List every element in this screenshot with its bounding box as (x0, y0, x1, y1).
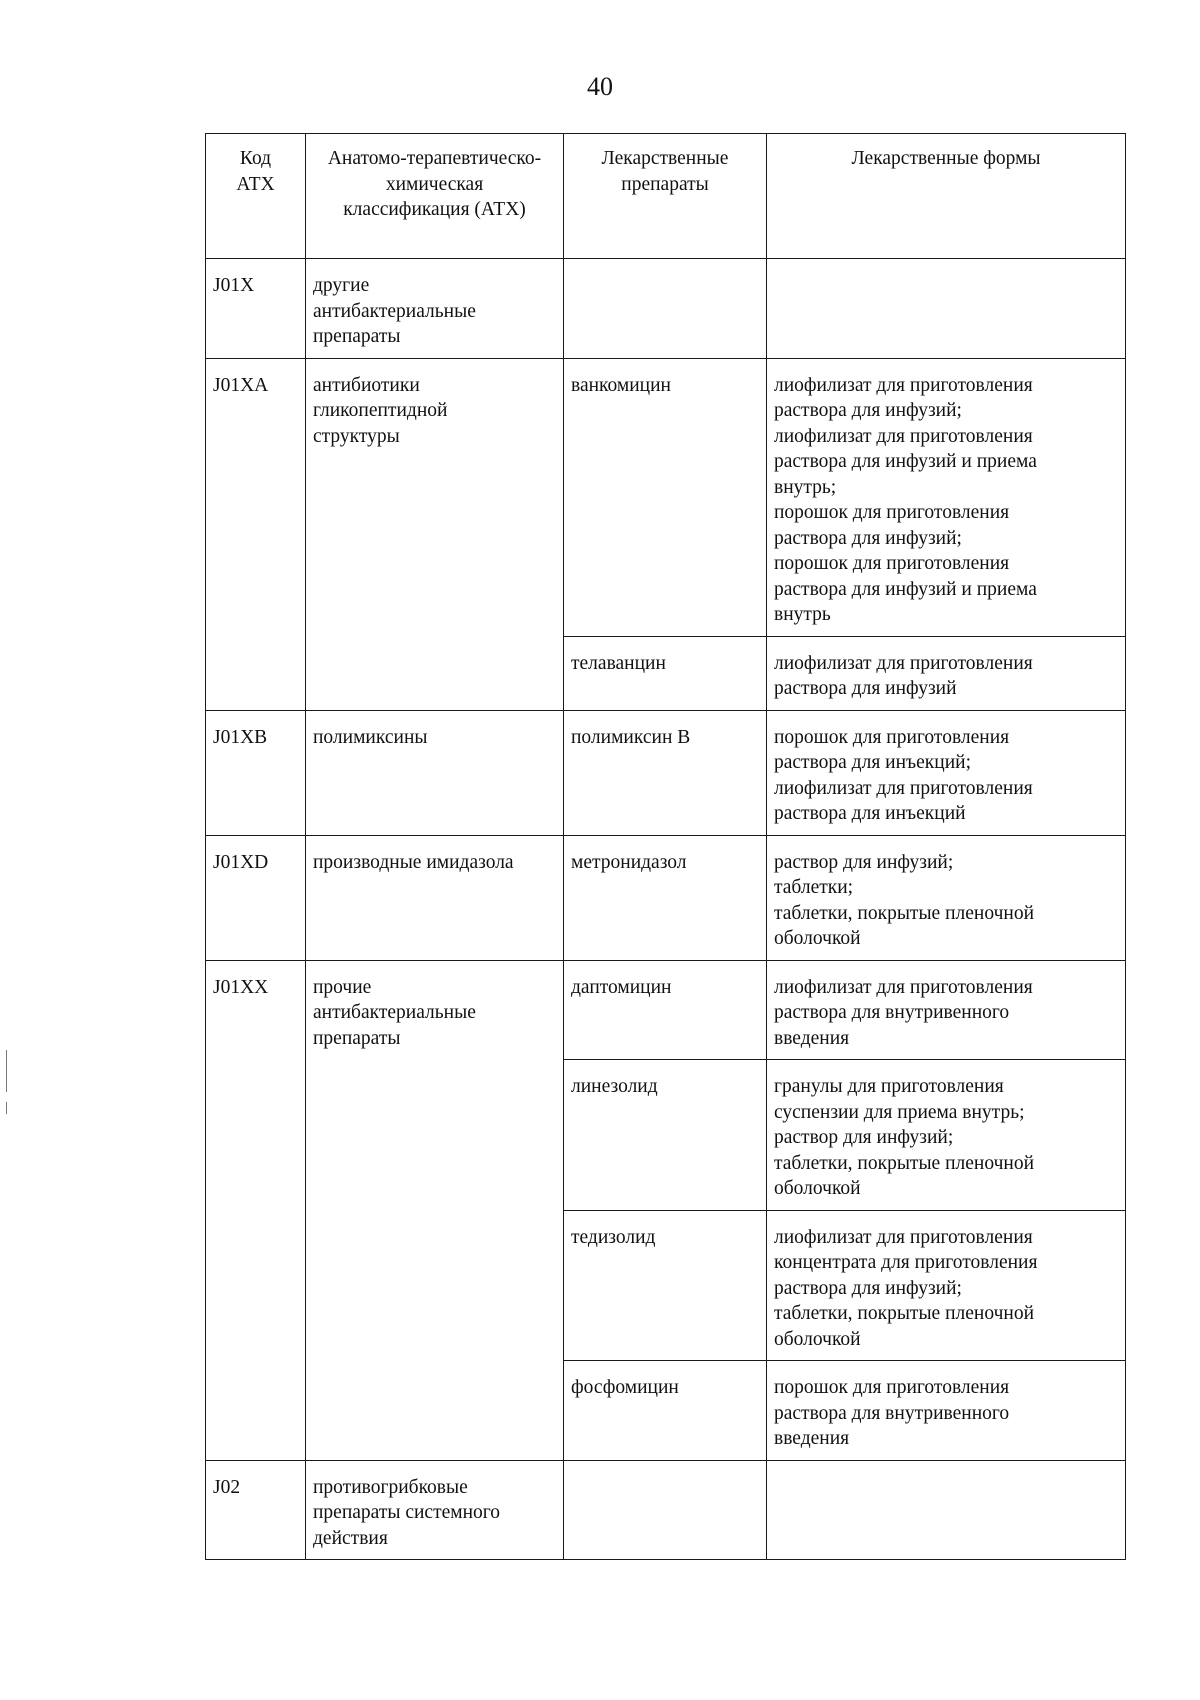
atx-code-cell: J01XX (206, 960, 306, 1460)
form-line: раствора для внутривенного (774, 1402, 1010, 1424)
drug-cell (564, 1460, 767, 1560)
header-classification: Анатомо-терапевтическо-химическая классификация (АТХ) (306, 134, 564, 259)
table-row (206, 1460, 1126, 1560)
forms-cell (767, 1460, 1126, 1560)
form-line: оболочкой (774, 928, 861, 949)
form-line: раствора для внутривенного (774, 1002, 1010, 1023)
forms-cell (767, 960, 1126, 1060)
atx-classification-cell (306, 1460, 564, 1560)
classification-line: противогрибковые (313, 1476, 468, 1498)
form-line: порошок для приготовления (774, 502, 1010, 523)
drug-cell: телаванцин (564, 636, 767, 710)
forms-cell (767, 710, 1126, 835)
form-line: гранулы для приготовления (774, 1076, 1004, 1097)
atx-classification-cell (306, 358, 564, 710)
form-line: раствора для инфузий; (774, 1277, 962, 1299)
drug-cell (564, 259, 767, 359)
table-header-row (206, 134, 1126, 259)
classification-line: действия (313, 1527, 388, 1549)
atx-code-cell: J01XA (206, 358, 306, 710)
form-line: раствора для инъекций (774, 803, 966, 824)
form-line: раствора для инфузий и приема (774, 578, 1037, 600)
drug-cell: метронидазол (564, 835, 767, 960)
atx-table (205, 133, 1126, 1560)
classification-line: полимиксины (313, 726, 428, 748)
header-forms: Лекарственные формы (767, 134, 1126, 259)
drug-cell: линезолид (564, 1060, 767, 1211)
form-line: таблетки, покрытые пленочной (774, 1152, 1035, 1174)
form-line: порошок для приготовления (774, 553, 1010, 574)
classification-line: препараты (313, 1027, 401, 1049)
form-line: порошок для приготовления (774, 726, 1010, 748)
form-line: оболочкой (774, 1178, 861, 1199)
form-line: таблетки, покрытые пленочной (774, 1303, 1035, 1324)
form-line: лиофилизат для приготовления (774, 425, 1033, 447)
classification-line: антибактериальные (313, 1002, 476, 1023)
atx-code-cell: J02 (206, 1460, 306, 1560)
classification-line: производные имидазола (313, 851, 514, 873)
classification-line: прочие (313, 976, 372, 998)
drug-cell: тедизолид (564, 1210, 767, 1361)
form-line: таблетки; (774, 877, 854, 898)
drug-cell: фосфомицин (564, 1361, 767, 1461)
forms-cell (767, 1060, 1126, 1211)
classification-line: препараты (313, 326, 401, 347)
header-code: Код АТХ (206, 134, 306, 259)
form-line: раствора для инфузий; (774, 400, 962, 421)
atx-code-cell: J01XB (206, 710, 306, 835)
form-line: раствор для инфузий; (774, 851, 954, 873)
table-body (206, 259, 1126, 1560)
forms-cell (767, 358, 1126, 636)
form-line: лиофилизат для приготовления (774, 777, 1033, 799)
form-line: введения (774, 1428, 850, 1449)
classification-line: антибиотики (313, 374, 420, 396)
form-line: суспензии для приема внутрь; (774, 1101, 1025, 1123)
form-line: лиофилизат для приготовления (774, 976, 1033, 998)
form-line: таблетки, покрытые пленочной (774, 902, 1035, 924)
form-line: порошок для приготовления (774, 1377, 1010, 1398)
atx-classification-cell (306, 835, 564, 960)
form-line: раствора для инъекций; (774, 752, 971, 773)
form-line: раствор для инфузий; (774, 1127, 954, 1148)
drug-cell: ванкомицин (564, 358, 767, 636)
form-line: раствора для инфузий (774, 678, 957, 699)
form-line: раствора для инфузий; (774, 527, 962, 549)
form-line: введения (774, 1027, 850, 1049)
form-line: оболочкой (774, 1328, 861, 1350)
table-row (206, 259, 1126, 359)
page-number: 40 (587, 72, 613, 101)
classification-line: гликопептидной (313, 400, 448, 421)
table-row (206, 358, 1126, 636)
scan-mark (6, 1102, 7, 1114)
form-line: внутрь; (774, 476, 837, 498)
table-row (206, 710, 1126, 835)
classification-line: препараты системного (313, 1502, 501, 1523)
classification-line: другие (313, 275, 370, 296)
atx-code-cell: J01XD (206, 835, 306, 960)
form-line: лиофилизат для приготовления (774, 652, 1033, 674)
atx-code-cell: J01X (206, 259, 306, 359)
forms-cell (767, 259, 1126, 359)
forms-cell (767, 1361, 1126, 1461)
form-line: лиофилизат для приготовления (774, 1226, 1033, 1248)
table-row (206, 960, 1126, 1060)
form-line: раствора для инфузий и приема (774, 451, 1037, 472)
atx-classification-cell (306, 960, 564, 1460)
forms-cell (767, 636, 1126, 710)
classification-line: структуры (313, 425, 400, 447)
classification-line: антибактериальные (313, 300, 476, 322)
forms-cell (767, 835, 1126, 960)
atx-classification-cell (306, 710, 564, 835)
form-line: лиофилизат для приготовления (774, 374, 1033, 396)
table-row (206, 835, 1126, 960)
form-line: внутрь (774, 604, 831, 625)
drug-cell: даптомицин (564, 960, 767, 1060)
form-line: концентрата для приготовления (774, 1252, 1038, 1273)
header-drugs: Лекарственные препараты (564, 134, 767, 259)
drug-cell: полимиксин В (564, 710, 767, 835)
forms-cell (767, 1210, 1126, 1361)
atx-classification-cell (306, 259, 564, 359)
scan-mark (6, 1050, 7, 1092)
